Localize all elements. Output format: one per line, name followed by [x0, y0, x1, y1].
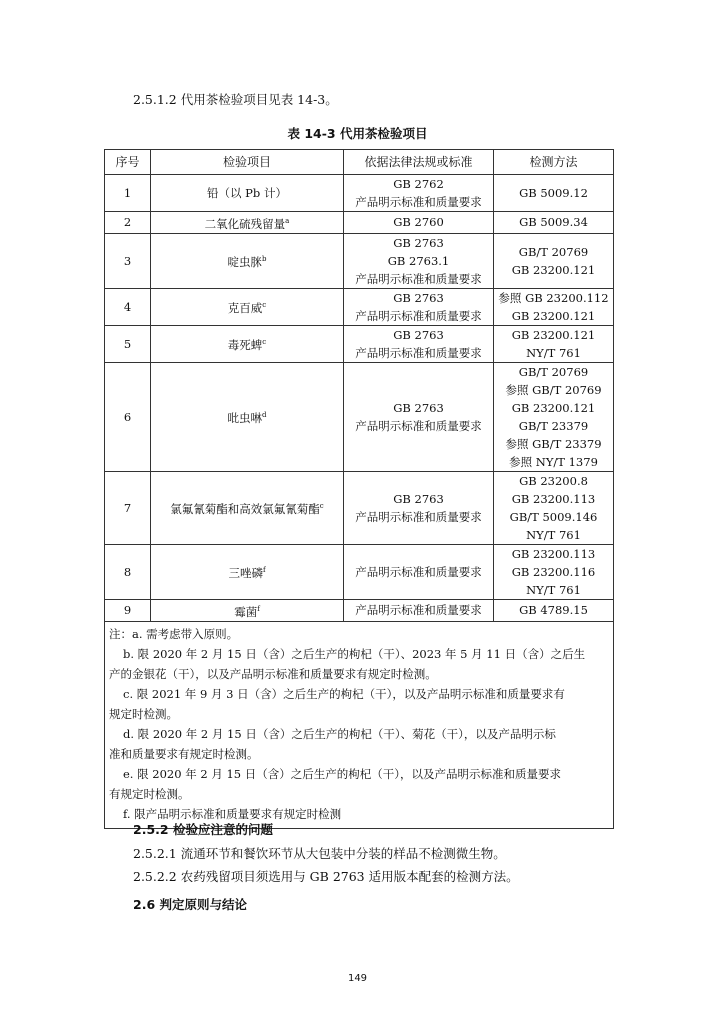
basis-line: GB 2762 — [393, 177, 444, 191]
table-caption: 表 14-3 代用茶检验项目 — [287, 126, 428, 141]
paragraph-2-5-2-2: 2.5.2.2 农药残留项目须选用与 GB 2763 适用版本配套的检测方法。 — [133, 869, 519, 884]
item-name: 铅（以 Pb 计） — [207, 186, 287, 200]
table-header-row — [105, 150, 614, 175]
cell-no: 6 — [105, 362, 151, 471]
cell-method — [494, 212, 614, 234]
cell-basis — [344, 175, 494, 212]
header-no: 序号 — [105, 150, 151, 175]
basis-line: 产品明示标准和质量要求 — [355, 308, 482, 323]
cell-basis — [344, 325, 494, 362]
method-line: GB 23200.121 — [511, 327, 596, 342]
section-heading-2-5-2: 2.5.2 检验应注意的问题 — [133, 822, 273, 837]
basis-line: GB 2763 — [393, 327, 444, 342]
basis-line: 产品明示标准和质量要求 — [355, 195, 482, 209]
table-row — [105, 599, 614, 621]
item-name: 吡虫啉 — [227, 411, 262, 426]
cell-method — [494, 544, 614, 599]
header-method: 检测方法 — [494, 150, 614, 175]
method-line: GB 23200.121 — [511, 400, 596, 415]
cell-item — [151, 471, 344, 544]
method-line: GB/T 5009.146 — [509, 509, 598, 524]
cell-method — [494, 471, 614, 544]
cell-no: 7 — [105, 471, 151, 544]
note-line: f. 限产品明示标准和质量要求有规定时检测 — [123, 806, 342, 821]
note-line: 规定时检测。 — [109, 706, 178, 721]
method-line: GB 23200.116 — [511, 564, 596, 579]
cell-item — [151, 325, 344, 362]
item-name: 氯氟氰菊酯和高效氯氟氰菊酯 — [170, 502, 320, 517]
method-line: 参照 GB/T 23379 — [505, 436, 602, 451]
cell-basis — [344, 471, 494, 544]
footnote-marker: c — [319, 502, 324, 511]
table-row — [105, 212, 614, 234]
basis-line: 产品明示标准和质量要求 — [355, 418, 482, 433]
method-line: NY/T 761 — [526, 345, 581, 360]
cell-item — [151, 175, 344, 212]
cell-basis — [344, 599, 494, 621]
note-line: e. 限 2020 年 2 月 15 日（含）之后生产的枸杞（干），以及产品明示标准和质量要求 — [123, 766, 562, 781]
basis-line: 产品明示标准和质量要求 — [355, 509, 482, 524]
method-line: GB/T 20769 — [518, 244, 589, 259]
cell-method — [494, 599, 614, 621]
cell-method — [494, 362, 614, 471]
method-line: GB 23200.113 — [511, 546, 596, 561]
note-line: 准和质量要求有规定时检测。 — [109, 746, 259, 761]
footnote-marker: f — [262, 566, 266, 575]
footnote-marker: b — [262, 255, 267, 264]
cell-item — [151, 212, 344, 234]
notes-row — [105, 621, 614, 828]
method-line: 参照 GB/T 20769 — [505, 382, 602, 397]
item-name: 克百威 — [227, 301, 263, 316]
intro-paragraph: 2.5.1.2 代用茶检验项目见表 14-3。 — [133, 92, 338, 107]
basis-line: GB 2763.1 — [387, 253, 450, 268]
method-line: GB/T 23379 — [518, 418, 589, 433]
footnote-marker: c — [262, 301, 267, 310]
item-name: 三唑磷 — [228, 566, 263, 581]
cell-item — [151, 233, 344, 288]
basis-line: 产品明示标准和质量要求 — [355, 271, 482, 286]
cell-basis — [344, 362, 494, 471]
note-line: d. 限 2020 年 2 月 15 日（含）之后生产的枸杞（干）、菊花（干），以及产品明示标 — [123, 726, 556, 741]
section-heading-2-6: 2.6 判定原则与结论 — [133, 897, 247, 912]
method-line: GB 23200.8 — [519, 473, 588, 488]
basis-line: 产品明示标准和质量要求 — [355, 564, 482, 579]
cell-method — [494, 233, 614, 288]
basis-line: 产品明示标准和质量要求 — [355, 345, 482, 360]
note-line: c. 限 2021 年 9 月 3 日（含）之后生产的枸杞（干），以及产品明示标准和质量要求有 — [123, 686, 565, 701]
basis-line: GB 2763 — [393, 235, 444, 250]
method-line: 参照 GB 23200.112 — [498, 290, 609, 305]
footnote-marker: d — [262, 411, 267, 420]
method-line: GB 23200.113 — [511, 491, 596, 506]
cell-item — [151, 544, 344, 599]
footnote-marker: c — [262, 338, 267, 347]
paragraph-2-5-2-1: 2.5.2.1 流通环节和餐饮环节从大包装中分装的样品不检测微生物。 — [133, 846, 506, 861]
basis-line: GB 2763 — [393, 400, 444, 415]
table-row — [105, 288, 614, 325]
page-number: 149 — [347, 973, 368, 984]
note-line: 注：a. 需考虑带入原则。 — [109, 626, 239, 641]
cell-item — [151, 599, 344, 621]
method-line: 参照 NY/T 1379 — [509, 454, 598, 469]
note-line: 产的金银花（干），以及产品明示标准和质量要求有规定时检测。 — [109, 666, 437, 681]
header-basis: 依据法律法规或标准 — [344, 150, 494, 175]
table-row — [105, 175, 614, 212]
cell-basis — [344, 212, 494, 234]
basis-line: GB 2763 — [393, 290, 444, 305]
header-item: 检验项目 — [151, 150, 344, 175]
cell-item — [151, 288, 344, 325]
cell-item — [151, 362, 344, 471]
item-name: 啶虫脒 — [227, 255, 262, 270]
cell-no: 1 — [105, 175, 151, 212]
table-notes — [105, 621, 614, 828]
method-line: GB 23200.121 — [511, 262, 596, 277]
note-line: b. 限 2020 年 2 月 15 日（含）之后生产的枸杞（干）、2023 年 5 月 11 日（含）之后生 — [123, 646, 586, 661]
method-line: NY/T 761 — [526, 582, 581, 597]
item-name: 毒死蜱 — [227, 338, 263, 353]
cell-no: 2 — [105, 212, 151, 234]
cell-no: 5 — [105, 325, 151, 362]
cell-basis — [344, 233, 494, 288]
table-row — [105, 471, 614, 544]
table-row — [105, 544, 614, 599]
cell-method — [494, 325, 614, 362]
basis-line: 产品明示标准和质量要求 — [355, 603, 482, 618]
cell-no: 4 — [105, 288, 151, 325]
cell-method — [494, 288, 614, 325]
table-row — [105, 325, 614, 362]
method-line: NY/T 761 — [526, 527, 581, 542]
table-row — [105, 362, 614, 471]
inspection-items-table — [104, 149, 614, 829]
item-name: 二氧化硫残留量 — [204, 216, 286, 231]
cell-basis — [344, 288, 494, 325]
footnote-marker: f — [257, 604, 260, 613]
table-row — [105, 233, 614, 288]
basis-line: GB 2763 — [393, 491, 444, 506]
note-line: 有规定时检测。 — [109, 786, 190, 801]
item-name: 霉菌 — [234, 604, 258, 619]
method-line: GB 4789.15 — [519, 603, 588, 618]
footnote-marker: a — [285, 217, 290, 225]
method-line: GB 5009.34 — [519, 215, 588, 230]
method-line: GB 23200.121 — [511, 308, 596, 323]
cell-no: 3 — [105, 233, 151, 288]
cell-method — [494, 175, 614, 212]
basis-line: GB 2760 — [393, 215, 444, 230]
cell-basis — [344, 544, 494, 599]
method-line: GB 5009.12 — [519, 186, 588, 200]
cell-no: 9 — [105, 599, 151, 621]
method-line: GB/T 20769 — [518, 364, 589, 379]
cell-no: 8 — [105, 544, 151, 599]
